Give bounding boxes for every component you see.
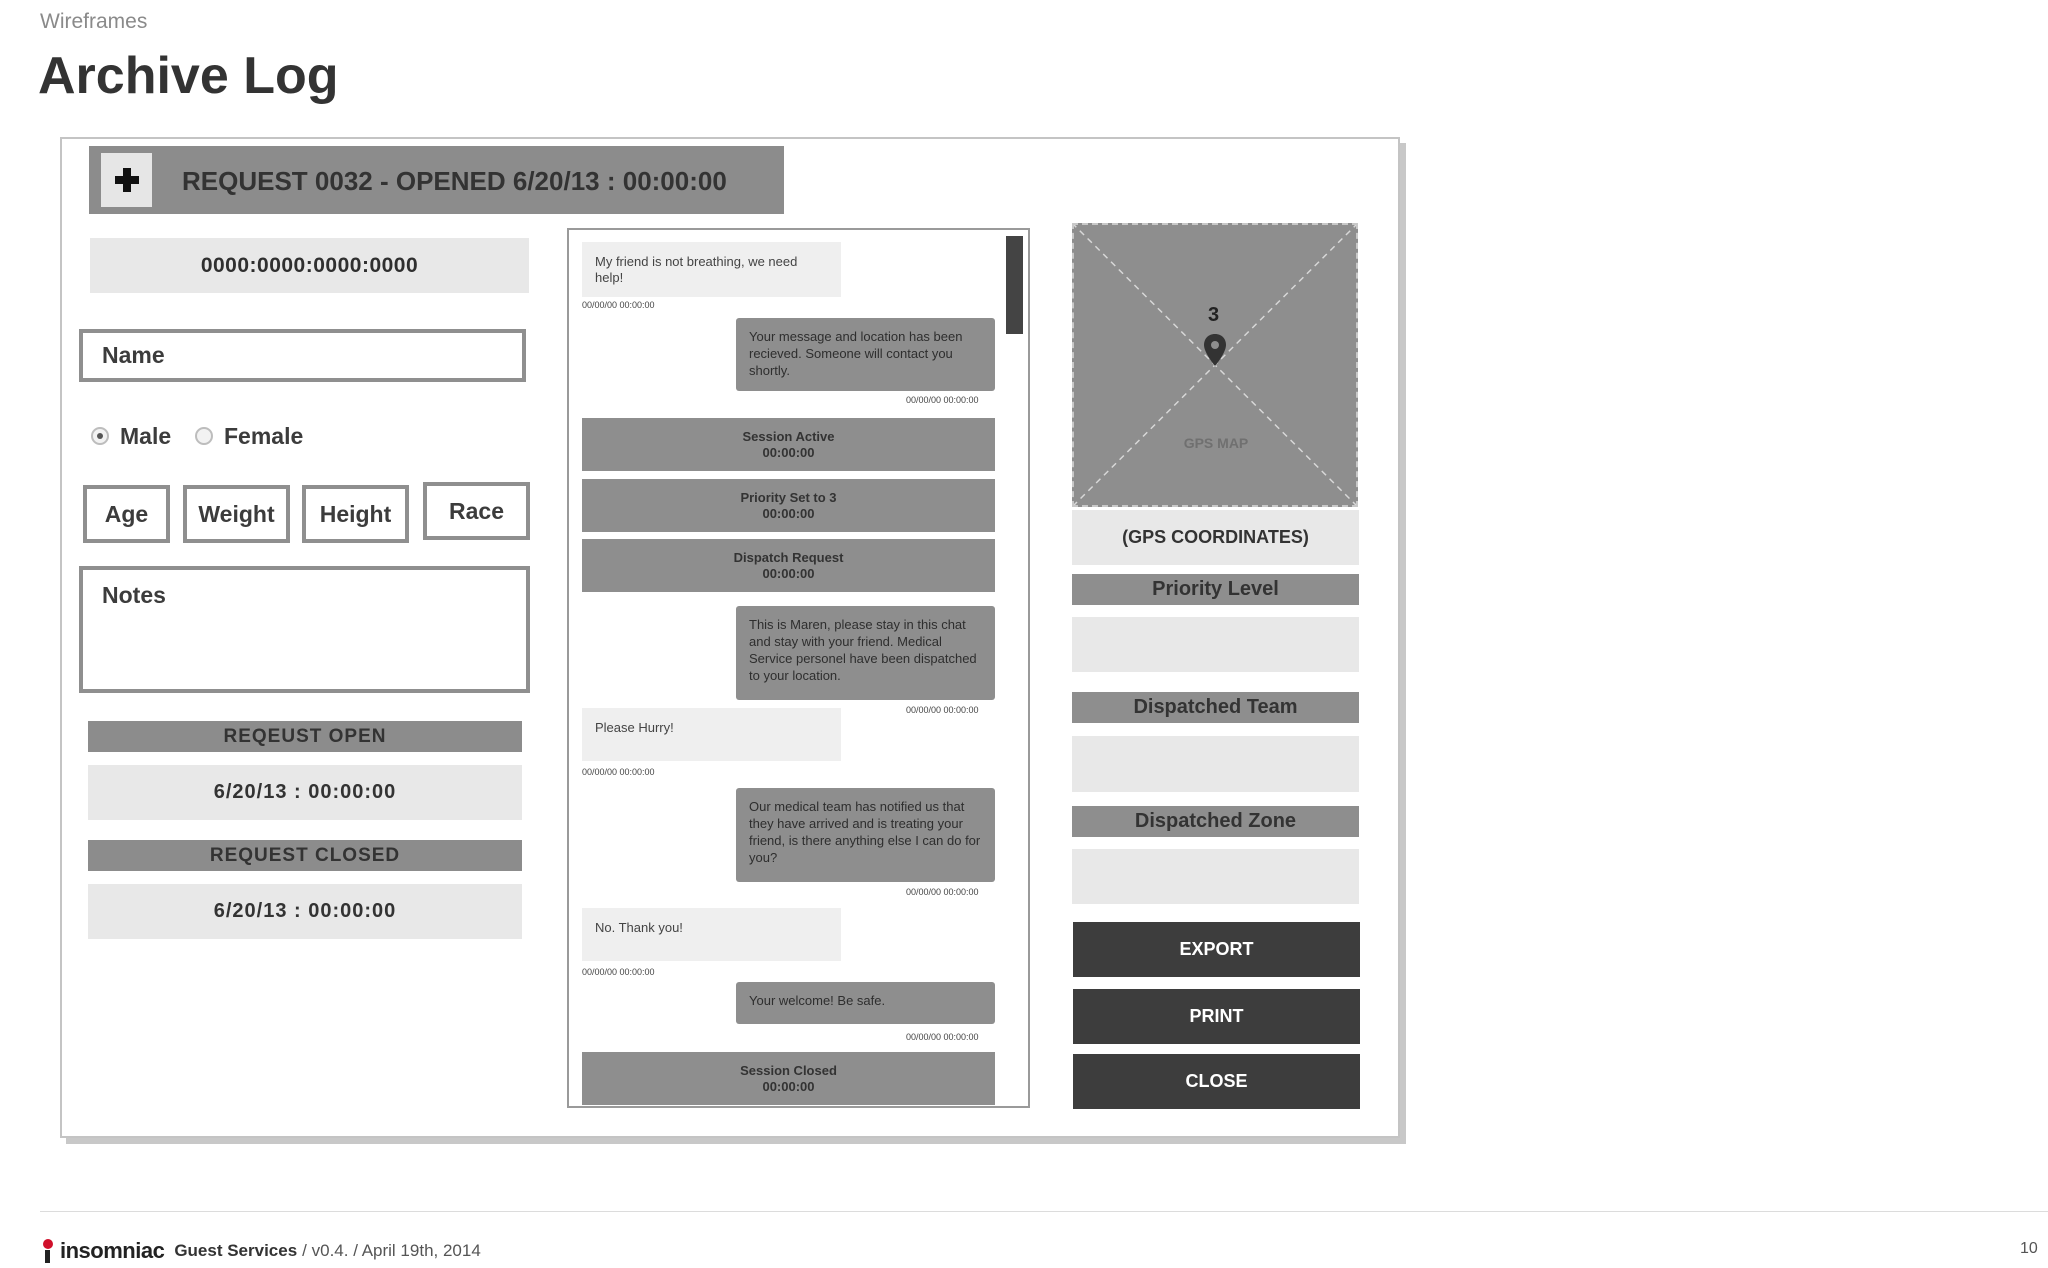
map-pin-icon[interactable] [1203, 333, 1227, 367]
request-closed-header: REQUEST CLOSED [88, 840, 522, 871]
export-button[interactable]: EXPORT [1073, 922, 1360, 977]
dispatched-team-header: Dispatched Team [1072, 692, 1359, 723]
system-event-time: 00:00:00 [762, 1078, 815, 1094]
dispatched-team-value [1072, 736, 1359, 792]
system-event-title: Dispatch Request [733, 549, 844, 565]
system-event-time: 00:00:00 [762, 444, 815, 460]
chat-timestamp: 00/00/00 00:00:00 [582, 767, 655, 777]
footer [40, 1238, 481, 1264]
system-event-title: Session Active [742, 428, 835, 444]
name-field[interactable]: Name [79, 329, 526, 382]
request-closed-value: 6/20/13 : 00:00:00 [88, 884, 522, 939]
female-label: Female [224, 423, 304, 449]
request-open-header: REQEUST OPEN [88, 721, 522, 752]
chat-message-agent: This is Maren, please stay in this chat and stay with your friend. Medical Service personel have been dispatched to your location. [736, 606, 995, 700]
footer-meta: / v0.4. / April 19th, 2014 [302, 1241, 481, 1260]
notes-field[interactable]: Notes [79, 566, 530, 693]
close-button[interactable]: CLOSE [1073, 1054, 1360, 1109]
chat-timestamp: 00/00/00 00:00:00 [906, 887, 979, 897]
race-field[interactable]: Race [423, 482, 530, 540]
request-open-value: 6/20/13 : 00:00:00 [88, 765, 522, 820]
system-event-time: 00:00:00 [762, 565, 815, 581]
chat-message-agent: Your message and location has been recieved. Someone will contact you shortly. [736, 318, 995, 391]
system-event-time: 00:00:00 [762, 505, 815, 521]
footer-divider [40, 1211, 2048, 1212]
chat-system-event [582, 539, 995, 592]
female-radio-circle[interactable] [195, 427, 213, 445]
chat-timestamp: 00/00/00 00:00:00 [906, 705, 979, 715]
priority-level-header: Priority Level [1072, 574, 1359, 605]
dispatched-zone-value [1072, 849, 1359, 904]
chat-timestamp: 00/00/00 00:00:00 [906, 395, 979, 405]
system-event-title: Priority Set to 3 [740, 489, 837, 505]
map-label: GPS MAP [1183, 435, 1249, 451]
chat-system-event [582, 418, 995, 471]
chat-message-user: My friend is not breathing, we need help! [582, 242, 841, 297]
height-field[interactable]: Height [302, 485, 409, 543]
page-title: Archive Log [38, 47, 339, 105]
chat-message-agent: Your welcome! Be safe. [736, 982, 995, 1024]
section-eyebrow: Wireframes [40, 10, 148, 33]
gps-map[interactable] [1072, 223, 1358, 507]
chat-timestamp: 00/00/00 00:00:00 [906, 1032, 979, 1042]
chat-scrollbar-thumb[interactable] [1006, 236, 1023, 334]
female-radio[interactable] [195, 427, 213, 445]
chat-message-agent: Our medical team has notified us that they have arrived and is treating your friend, is there anything else I can do for you? [736, 788, 995, 882]
age-field[interactable]: Age [83, 485, 170, 543]
map-marker-number: 3 [1208, 304, 1220, 326]
footer-product: Guest Services [174, 1241, 298, 1260]
male-radio[interactable] [91, 427, 109, 445]
insomniac-logo-icon [40, 1238, 62, 1264]
print-button[interactable]: PRINT [1073, 989, 1360, 1044]
chat-timestamp: 00/00/00 00:00:00 [582, 967, 655, 977]
weight-field[interactable]: Weight [183, 485, 290, 543]
dispatched-zone-header: Dispatched Zone [1072, 806, 1359, 837]
male-label: Male [120, 423, 172, 449]
chat-system-event [582, 479, 995, 532]
chat-timestamp: 00/00/00 00:00:00 [582, 300, 655, 310]
plus-icon [113, 166, 141, 194]
request-title: REQUEST 0032 - OPENED 6/20/13 : 00:00:00 [182, 166, 727, 196]
priority-level-value [1072, 617, 1359, 672]
male-radio-circle[interactable] [91, 427, 109, 445]
gps-coordinates: (GPS COORDINATES) [1072, 510, 1359, 565]
add-request-button[interactable] [101, 153, 152, 207]
brand-wordmark: insomniac [60, 1238, 165, 1263]
chat-message-user: Please Hurry! [582, 708, 841, 761]
page-number: 10 [2020, 1240, 2038, 1257]
chat-message-user: No. Thank you! [582, 908, 841, 961]
chat-system-event [582, 1052, 995, 1105]
system-event-title: Session Closed [740, 1062, 837, 1078]
request-id-field: 0000:0000:0000:0000 [90, 238, 529, 293]
